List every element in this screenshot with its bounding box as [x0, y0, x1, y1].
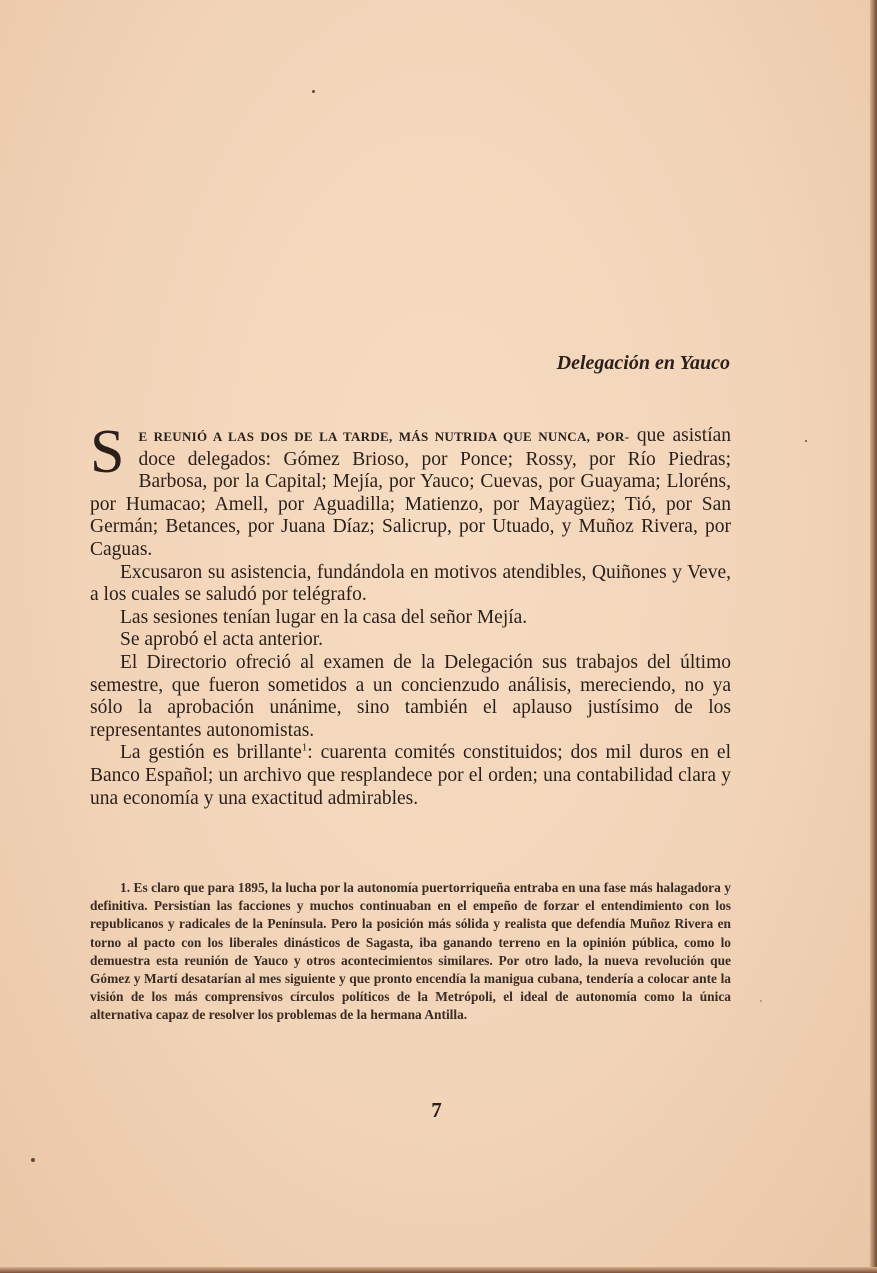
- paper-speck: [760, 1000, 762, 1002]
- page-edge-shadow: [870, 0, 877, 1273]
- page-number: 7: [431, 1098, 442, 1122]
- paper-speck: [805, 440, 807, 442]
- opening-small-caps: E REUNIÓ A LAS DOS DE LA TARDE, MÁS NUTRIDA QUE NUNCA, POR-: [138, 429, 630, 444]
- paragraph-6-start: La gestión es brillante: [120, 742, 302, 764]
- paper-speck: [312, 90, 315, 93]
- page-edge-shadow: [0, 1267, 877, 1273]
- section-title: Delegación en Yauco: [556, 352, 730, 374]
- paragraph-1: [90, 418, 732, 562]
- paragraph-5: El Directorio ofreció al examen de la Delegación sus trabajos del último semestre, que fueron sometidos a un concienzudo análisis, mereciendo, no ya sólo la aprobación unánime, sino también el aplauso justísimo de los representantes autonomistas.: [90, 651, 731, 741]
- paragraph-4: Se aprobó el acta anterior.: [120, 629, 324, 651]
- footnote-reference: 1: [301, 741, 308, 754]
- paragraph-2: Excusaron su asistencia, fundándola en motivos atendibles, Quiñones y Veve, a los cuales se saludó por telégrafo.: [90, 561, 731, 606]
- paragraph-6-end: : cuarenta comités constituidos; dos mil duros en el Banco Español; un archivo que resplandece por el orden; una contabilidad clara y una economía y una exactitud admirables.: [90, 742, 731, 809]
- drop-cap: S: [90, 418, 125, 486]
- footnote-text: 1. Es claro que para 1895, la lucha por la autonomía puertorriqueña entraba en una fase más halagadora y definitiva. Persistían las facciones y muchos continuaban en el empeño de forzar el entendimiento con los republicanos y radicales de la Península. Pero la posición más sólida y realista que defendía Muñoz Rivera en torno al pacto con los liberales dinásticos de Sagasta, iba ganando terreno en la opinión pública, como lo demuestra esta reunión de Yauco y otros acontecimientos similares. Por otro lado, la nueva revolución que Gómez y Martí desatarían al mes siguiente y que pronto encendía la manigua cubana, tendería a colocar ante la visión de los más comprensivos círculos políticos de la Metrópoli, el ideal de autonomía como la única alternativa capaz de resolver los problemas de la hermana Antilla.: [90, 880, 731, 1023]
- body-text: [90, 418, 732, 810]
- paragraph-6: [90, 742, 731, 810]
- paragraph-1-text: que asistían doce delegados: Gómez Brioso, por Ponce; Rossy, por Río Piedras; Barbosa, por la Capital; Mejía, por Yauco; Cuevas, por Guayama; Lloréns, por Humacao; Amell, por Aguadilla; Matienzo, por Mayagüez; Tió, por San Germán; Betances, por Juana Díaz; Salicrup, por Utuado, y Muñoz Rivera, por Caguas.: [90, 425, 732, 560]
- paper-speck: [31, 1158, 35, 1162]
- paragraph-3: Las sesiones tenían lugar en la casa del señor Mejía.: [120, 606, 528, 628]
- footnote: [90, 879, 731, 1025]
